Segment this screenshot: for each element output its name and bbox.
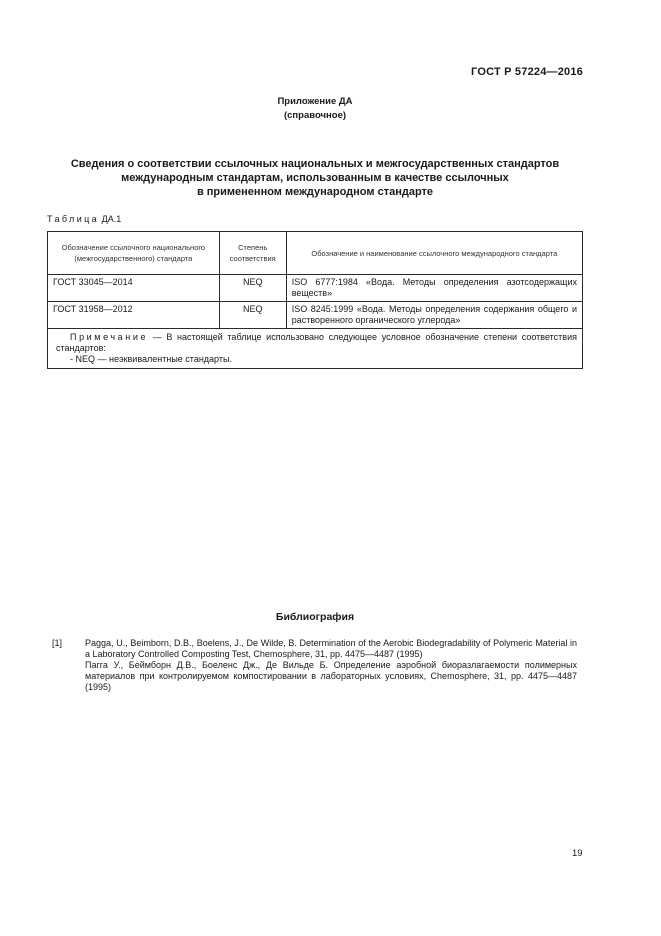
cell-degree: NEQ [219,302,286,329]
correspondence-table [47,231,583,369]
note-label: Примечание [70,332,149,342]
table-caption [47,214,121,224]
table-note-row [48,329,583,369]
cell-standard: ГОСТ 33045—2014 [48,275,220,302]
page-number: 19 [572,848,583,859]
bibliography-entry-en: Pagga, U., Beimborn, D.B., Boelens, J., De Wilde, B. Determination of the Aerobic Biodegradability of Polymeric Material in a Laboratory Controlled Composting Test, Chemosphere, 31, pp. 4475—4487 (1995) [85,638,577,659]
document-code: ГОСТ Р 57224—2016 [471,66,583,78]
appendix-heading [0,95,630,123]
appendix-type: (справочное) [283,110,347,121]
appendix-label: Приложение ДА [277,96,353,107]
table-row [48,275,583,302]
title-line: международным стандартам, использованным в качестве ссылочных [121,172,509,184]
note-text-block [56,332,577,354]
table-note [48,329,583,369]
header-national-standard: Обозначение ссылочного национального (межгосударственного) стандарта [48,232,220,275]
bibliography-entry-ru: Пагга У., Беймборн Д.В., Боеленс Дж., Де Вильде Б. Определение аэробной биоразлагаемости полимерных материалов при контролируемом компостировании в лабораторных условиях, Chemosphere, 31, pp. 4475—4487 (1995) [85,660,577,692]
appendix-title [40,157,590,199]
header-degree: Степень соответствия [219,232,286,275]
title-line: Сведения о соответствии ссылочных национальных и межгосударственных стандартов [70,158,560,170]
table-caption-word: Таблица [47,214,100,224]
bibliography-entry [85,638,577,693]
cell-degree: NEQ [219,275,286,302]
header-international-standard: Обозначение и наименование ссылочного международного стандарта [286,232,582,275]
bibliography-entry-number: [1] [52,638,63,648]
cell-international: ISO 8245:1999 «Вода. Методы определения содержания общего и растворенного органического углерода» [286,302,582,329]
cell-international: ISO 6777:1984 «Вода. Методы определения азотсодержащих веществ» [286,275,582,302]
title-line: в примененном международном стандарте [196,186,434,198]
table-header-row [48,232,583,275]
note-text: — В настоящей таблице использовано следующее условное обозначение степени соответствия стандартов: [56,332,577,353]
note-item: - NEQ — неэквивалентные стандарты. [70,354,232,364]
cell-standard: ГОСТ 31958—2012 [48,302,220,329]
table-caption-number: ДА.1 [101,214,122,224]
table-row [48,302,583,329]
bibliography-heading: Библиография [275,611,355,623]
